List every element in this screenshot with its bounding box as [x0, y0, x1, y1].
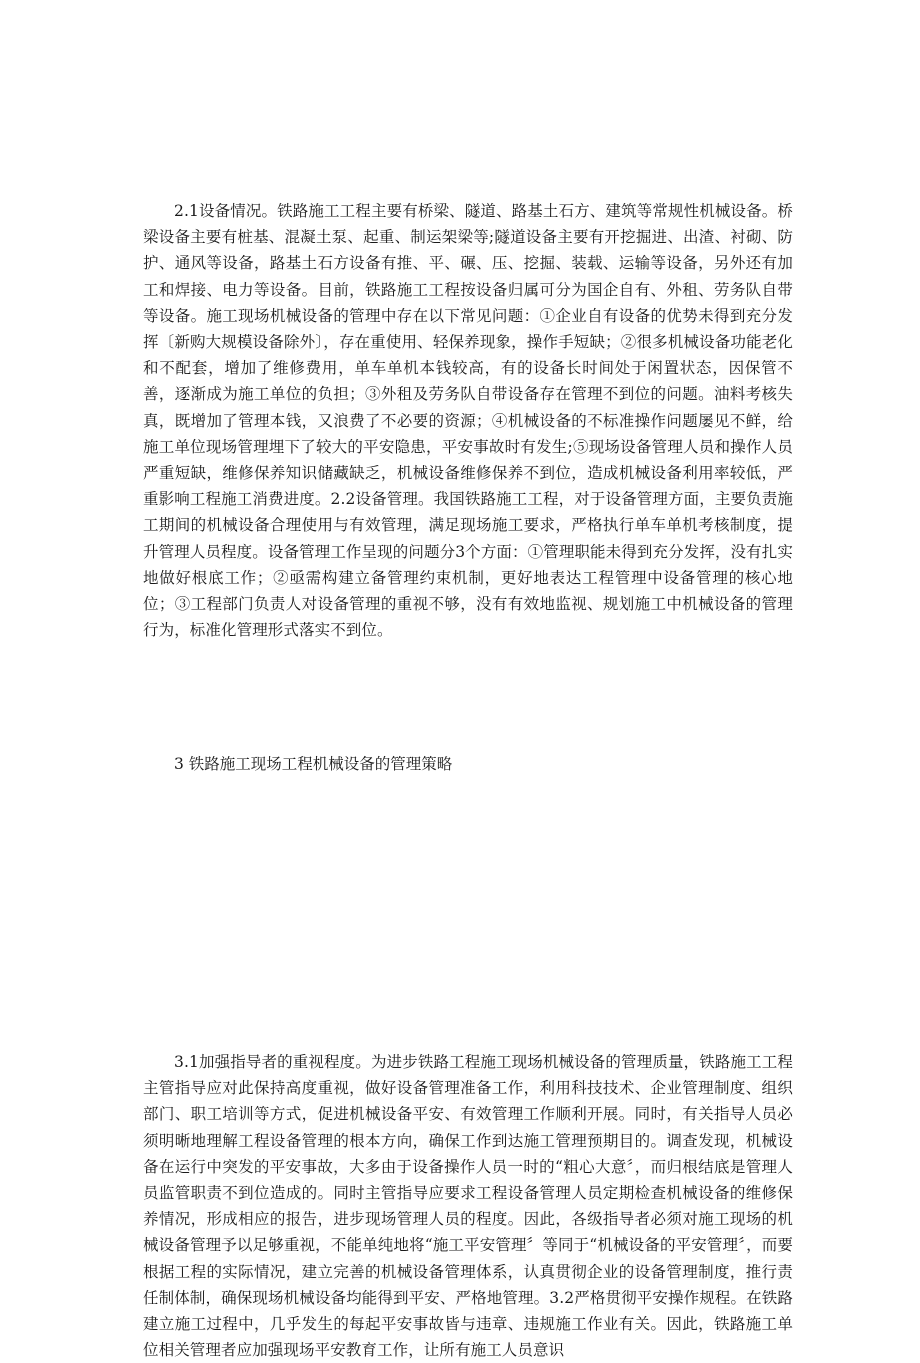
section-3-paragraph: 3.1加强指导者的重视程度。为进步铁路工程施工现场机械设备的管理质量，铁路施工工程主管指导应对此保持高度重视，做好设备管理准备工作，利用科技技术、企业管理制度、组织部门、职工培训等方式，促进机械设备平安、有效管理工作顺利开展。同时，有关指导人员必须明晰地理解工程设备管理的根本方向，确保工作到达施工管理预期目的。调查发现，机械设备在运行中突发的平安事故，大多由于设备操作人员一时的“粗心大意〞，而归根结底是管理人员监管职责不到位造成的。同时主管指导应要求工程设备管理人员定期检查机械设备的维修保养情况，形成相应的报告，进步现场管理人员的程度。因此，各级指导者必须对施工现场的机械设备管理予以足够重视，不能单纯地将“施工平安管理〞等同于“机械设备的平安管理〞，而要根据工程的实际情况，建立完善的机械设备管理体系，认真贯彻企业的设备管理制度，推行责任制体制，确保现场机械设备均能得到平安、严格地管理。3.2严格贯彻平安操作规程。在铁路建立施工过程中，几乎发生的每起平安事故皆与违章、违规施工作业有关。因此，铁路施工单位相关管理者应加强现场平安教育工作，让所有施工人员意识: [143, 1053, 793, 1360]
section-3-heading: 3 铁路施工现场工程机械设备的管理策略: [174, 755, 453, 773]
section-2-paragraph: 2.1设备情况。铁路施工工程主要有桥梁、隧道、路基土石方、建筑等常规性机械设备。桥梁设备主要有桩基、混凝土泵、起重、制运架梁等;隧道设备主要有开挖掘进、出渣、衬砌、防护、通风等设备，路基土石方设备有推、平、碾、压、挖掘、装载、运输等设备，另外还有加工和焊接、电力等设备。目前，铁路施工工程按设备归属可分为国企自有、外租、劳务队自带等设备。施工现场机械设备的管理中存在以下常见问题：①企业自有设备的优势未得到充分发挥〔新购大规模设备除外〕，存在重使用、轻保养现象，操作手短缺；②很多机械设备功能老化和不配套，增加了维修费用，单车单机本钱较高，有的设备长时间处于闲置状态，因保管不善，逐渐成为施工单位的负担；③外租及劳务队自带设备存在管理不到位的问题。油料考核失真，既增加了管理本钱，又浪费了不必要的资源；④机械设备的不标准操作问题屡见不鲜，给施工单位现场管理埋下了较大的平安隐患，平安事故时有发生;⑤现场设备管理人员和操作人员严重短缺，维修保养知识储藏缺乏，机械设备维修保养不到位，造成机械设备利用率较低，严重影响工程施工消费进度。2.2设备管理。我国铁路施工工程，对于设备管理方面，主要负责施工期间的机械设备合理使用与有效管理，满足现场施工要求，严格执行单车单机考核制度，提升管理人员程度。设备管理工作呈现的问题分3个方面：①管理职能未得到充分发挥，没有扎实地做好根底工作；②亟需构建立备管理约束机制，更好地表达工程管理中设备管理的核心地位；③工程部门负责人对设备管理的重视不够，没有有效地监视、规划施工中机械设备的管理行为，标准化管理形式落实不到位。: [143, 202, 793, 640]
